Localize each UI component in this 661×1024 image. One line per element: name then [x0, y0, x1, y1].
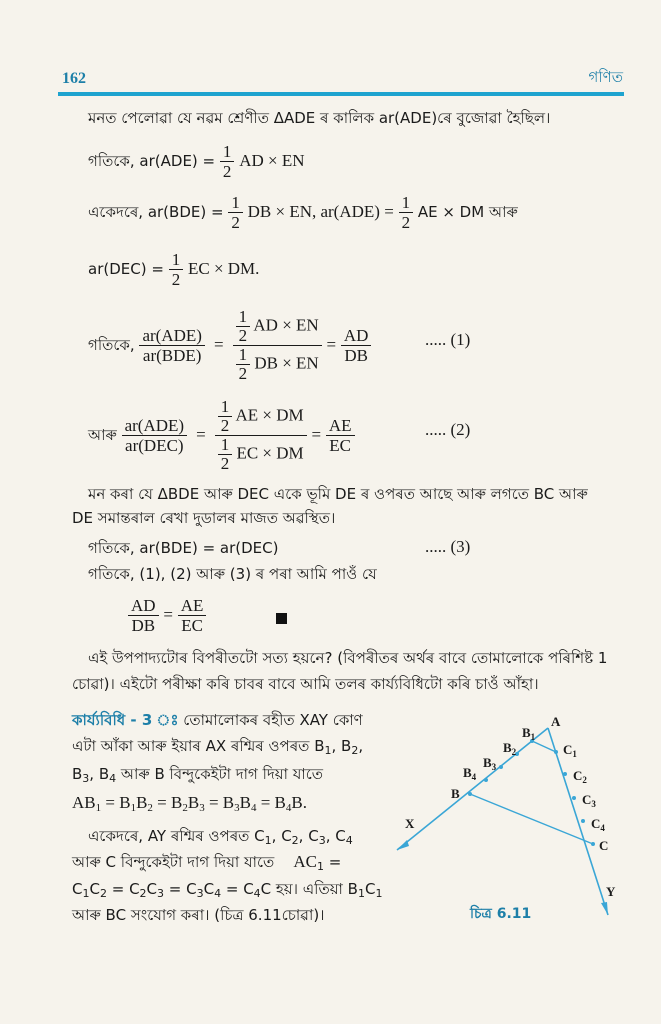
label-b1: $B_1$ [522, 725, 536, 742]
label-b3: $B_3$ [483, 755, 497, 772]
label-b: B [451, 786, 460, 801]
activity-line-4: $AB_1 = B_1B_2 = B_2B_3 = B_3B_4 = B_4B$. [72, 793, 307, 814]
ray-ax [397, 728, 548, 850]
equation-3-ref: ..... (3) [425, 537, 471, 556]
label-c3: $C_3$ [582, 792, 596, 809]
activity-line-6: আৰু C বিন্দুকেইটা দাগ দিয়া যাতে $AC_1$ = [72, 852, 342, 873]
equation-1: গতিকে, $\frac{\text{ar(ADE)}}{\text{ar(BDE)}}$ = $\frac{1}{2}$ AD × EN $\frac{1}{2}$ DB × EN = $\frac{AD}{DB}$ [88, 308, 371, 383]
chapter-title: গণিত [588, 68, 623, 86]
activity-line-1: কাৰ্য্যবিধি - 3 ঃ তোমালোকৰ বহীত XAY কোণ [72, 711, 363, 729]
text-line-8: DE সমান্তৰাল ৰেখা দুডালৰ মাজত অৱস্থিত। [72, 509, 336, 527]
activity-line-2: এটা আঁকা আৰু ইয়াৰ AX ৰশ্মিৰ ওপৰত $B_1$, $B_2$, [72, 737, 364, 757]
area-equality: গতিকে, ar(BDE) = ar(DEC) [88, 539, 279, 557]
equation-1-ref: ..... (1) [425, 330, 471, 349]
text-line-1: মনত পেলোৱা যে নৱম শ্ৰেণীত ΔADE ৰ কালিক ar(ADE)ৰে বুজোৱা হৈছিল। [88, 109, 551, 127]
ray-ay-arrow-icon [601, 902, 608, 915]
figure-caption: চিত্ৰ 6.11 [470, 906, 532, 922]
label-c4: $C_4$ [591, 816, 605, 833]
activity-line-3: $B_3$, $B_4$ আৰু B বিন্দুকেইটা দাগ দিয়া যাতে [72, 765, 324, 785]
area-bde-formula: একেদৰে, ar(BDE) = $\frac{1}{2}$ DB × EN, ar(ADE) = $\frac{1}{2}$ AE × DM আৰু [88, 193, 518, 232]
area-ade-formula: গতিকে, ar(ADE) = $\frac{1}{2}$ AD × EN [88, 142, 305, 181]
final-result: $\frac{AD}{DB}$ = $\frac{AE}{EC}$ [128, 596, 206, 635]
label-b2: $B_2$ [503, 740, 517, 757]
ray-ax-arrow-icon [397, 840, 409, 850]
text-line-12: চোৱা)। এইটো পৰীক্ষা কৰি চাবৰ বাবে আমি তলৰ কাৰ্য্যবিধিটো কৰি চাওঁ আঁহা। [72, 675, 539, 693]
equation-2-ref: ..... (2) [425, 420, 471, 439]
activity-line-8: আৰু BC সংযোগ কৰা। (চিত্ৰ 6.11চোৱা)। [72, 906, 325, 924]
label-b4: $B_4$ [463, 765, 477, 782]
text-line-11: এই উপপাদ্যটোৰ বিপৰীতটো সত্য হয়নে? (বিপৰীতৰ অৰ্থৰ বাবে তোমালোকে পৰিশিষ্ট 1 [88, 649, 608, 667]
figure-6-11 [385, 710, 635, 925]
header-rule [58, 92, 624, 96]
area-dec-formula: ar(DEC) = $\frac{1}{2}$ EC × DM. [88, 250, 260, 289]
qed-square-icon [276, 613, 287, 624]
label-c2: $C_2$ [573, 768, 587, 785]
label-a: A [551, 714, 561, 729]
activity-line-5: একেদৰে, AY ৰশ্মিৰ ওপৰত $C_1$, $C_2$, $C_3$, $C_4$ [88, 827, 353, 847]
page-number: 162 [62, 70, 86, 87]
segment-bc [470, 794, 593, 844]
activity-line-7: $C_1C_2 = C_2C_3 = C_3C_4 = C_4C$ হয়। এতিয়া $B_1C_1$ [72, 880, 383, 900]
text-line-7: মন কৰা যে ΔBDE আৰু DEC একে ভূমি DE ৰ ওপৰত আছে আৰু লগতে BC আৰু [88, 485, 588, 503]
label-x: X [405, 816, 415, 831]
label-c1: $C_1$ [563, 742, 577, 759]
text-line-10: গতিকে, (1), (2) আৰু (3) ৰ পৰা আমি পাওঁ যে [88, 565, 377, 583]
equation-2: আৰু $\frac{\text{ar(ADE)}}{\text{ar(DEC)}}$ = $\frac{1}{2}$ AE × DM $\frac{1}{2}$ EC × DM = $\frac{AE}{EC}$ [88, 398, 355, 473]
label-y: Y [606, 884, 616, 899]
label-c: C [599, 838, 609, 853]
